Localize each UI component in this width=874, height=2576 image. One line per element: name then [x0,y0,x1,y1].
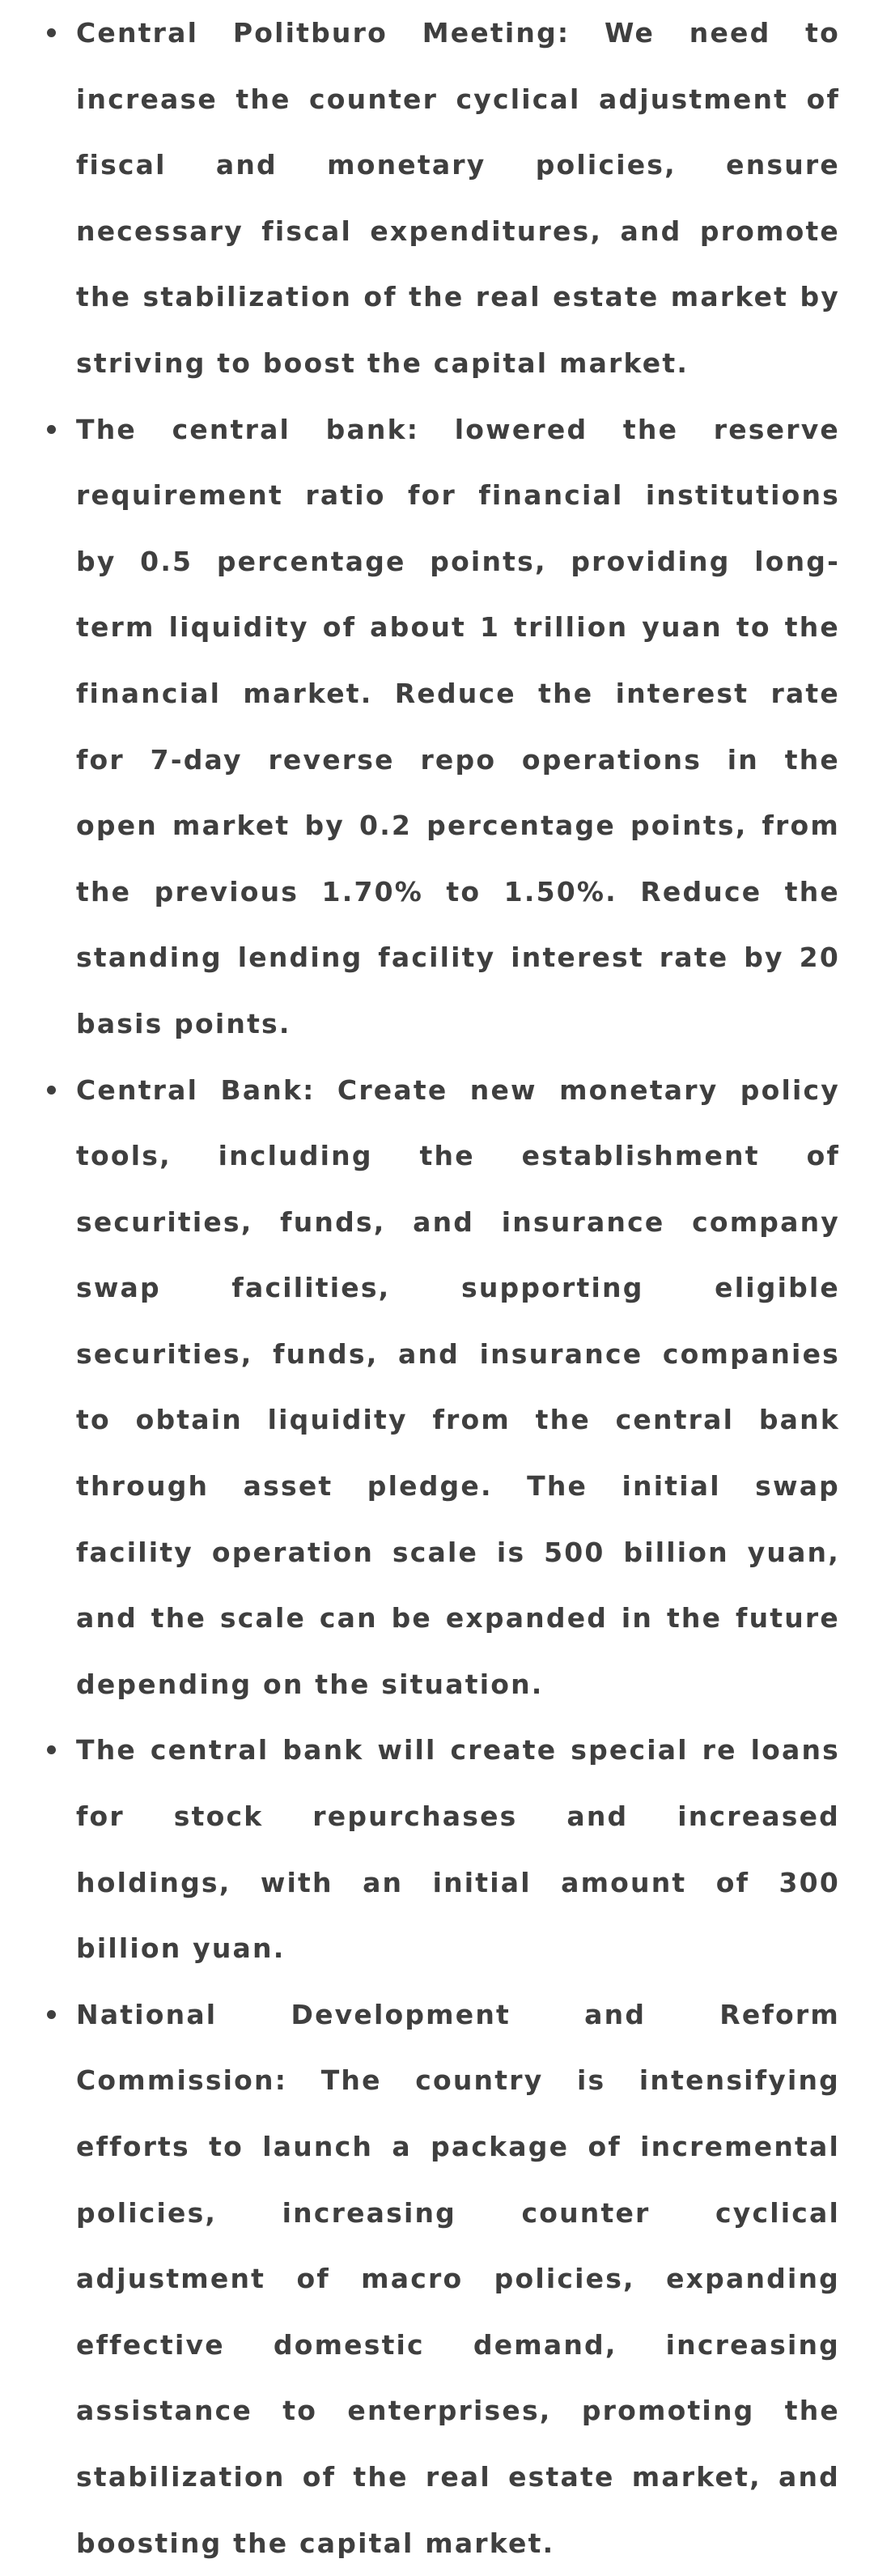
bullet-dot-icon [47,425,56,434]
list-item-central-bank-rrr [0,397,840,1057]
list-item-text: Central Bank: Create new monetary policy tools, including the establishment of securities, funds, and insurance company swap facilities, supporting eligible securities, funds, and insurance companies to obtain liquidity from the central bank through asset pledge. The initial swap facility operation scale is 500 billion yuan, and the scale can be expanded in the future depending on the situation. [76,1073,840,1700]
list-item-politburo-meeting [0,0,840,397]
list-item-text: The central bank will create special re loans for stock repurchases and increased holdings, with an initial amount of 300 billion yuan. [76,1734,840,1965]
bullet-dot-icon [47,28,56,37]
list-item-text: Central Politburo Meeting: We need to increase the counter cyclical adjustment of fiscal and monetary policies, ensure necessary fiscal expenditures, and promote the stabilization of the real estate market by striving to boost the capital market. [76,17,840,379]
list-item-text: National Development and Reform Commission: The country is intensifying efforts to launch a package of incremental policies, increasing counter cyclical adjustment of macro policies, expanding effective domestic demand, increasing assistance to enterprises, promoting the stabilization of the real estate market, and boosting the capital market. [76,1998,840,2559]
list-item-text: The central bank: lowered the reserve requirement ratio for financial institutions by 0.5 percentage points, providing long-term liquidity of about 1 trillion yuan to the financial market. Reduce the interest rate for 7-day reverse repo operations in the open market by 0.2 percentage points, from the previous 1.70% to 1.50%. Reduce the standing lending facility interest rate by 20 basis points. [76,413,840,1039]
list-item-ndrc [0,1982,840,2576]
bullet-dot-icon [47,1086,56,1095]
list-item-central-bank-reloans [0,1717,840,1981]
bullet-dot-icon [47,2010,56,2019]
bullet-dot-icon [47,1745,56,1754]
list-item-central-bank-swap-facility [0,1057,840,1718]
